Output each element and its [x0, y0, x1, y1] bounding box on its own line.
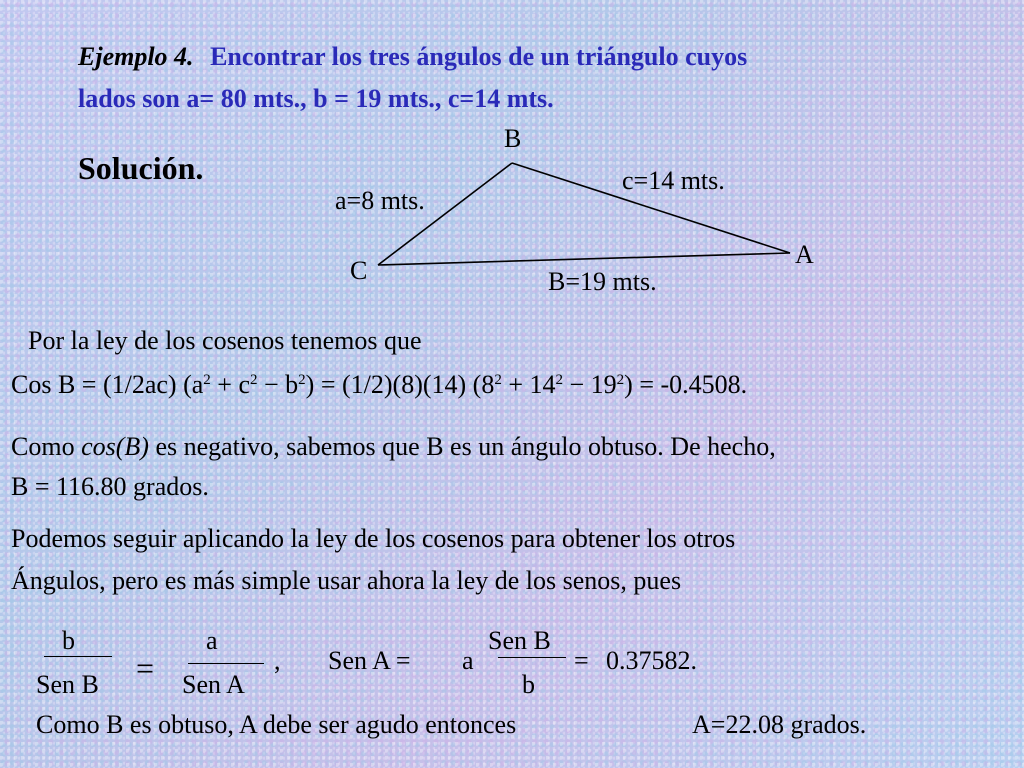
sen-a-label: Sen A = [328, 646, 411, 675]
coefficient-a: a [462, 646, 474, 675]
vertex-a-label: A [795, 240, 814, 269]
obtuse-line-2: B = 116.80 grados. [11, 472, 209, 501]
fraction1-denominator: Sen B [36, 670, 99, 699]
fractions-equals-2: = [574, 646, 589, 675]
vertex-b-label: B [504, 124, 522, 153]
law-intro: Por la ley de los cosenos tenemos que [28, 326, 422, 355]
problem-text-1: Encontrar los tres ángulos de un triángulo cuyos [210, 42, 748, 71]
fraction2-denominator: Sen A [182, 670, 245, 699]
fraction1-numerator: b [62, 626, 75, 655]
side-b-line [378, 253, 790, 265]
fraction3-bar [498, 657, 566, 658]
problem-line-2: lados son a= 80 mts., b = 19 mts., c=14 mts. [78, 84, 554, 113]
side-a-label: a=8 mts. [335, 186, 425, 215]
fraction1-bar [44, 656, 112, 657]
conclusion-answer: A=22.08 grados. [692, 710, 867, 739]
vertex-c-label: C [350, 256, 368, 285]
sine-result: 0.37582. [606, 646, 697, 675]
side-c-label: c=14 mts. [622, 166, 725, 195]
obtuse-line-1: Como cos(B) es negativo, sabemos que B es un ángulo obtuso. De hecho, [11, 432, 776, 461]
fraction3-numerator: Sen B [488, 626, 551, 655]
fraction2-bar [188, 663, 264, 664]
conclusion-text: Como B es obtuso, A debe ser agudo entonces [36, 710, 517, 739]
side-b-label: B=19 mts. [548, 267, 657, 296]
example-label: Ejemplo 4. [78, 42, 194, 71]
cos-formula: Cos B = (1/2ac) $(a^2 + c^2 - b^2) = (1/2)(8)(14) (8^2 + 14^2 - 19^2) = -0.4508$. [11, 370, 748, 399]
fraction2-numerator: a [206, 626, 218, 655]
fraction3-denominator: b [522, 670, 535, 699]
sine-intro-line-2: Ángulos, pero es más simple usar ahora la ley de los senos, pues [11, 566, 682, 595]
sine-intro-line-1: Podemos seguir aplicando la ley de los cosenos para obtener los otros [11, 524, 736, 553]
solution-heading: Solución. [78, 150, 204, 186]
fractions-equals: = [136, 650, 155, 686]
fractions-comma: , [274, 646, 281, 675]
